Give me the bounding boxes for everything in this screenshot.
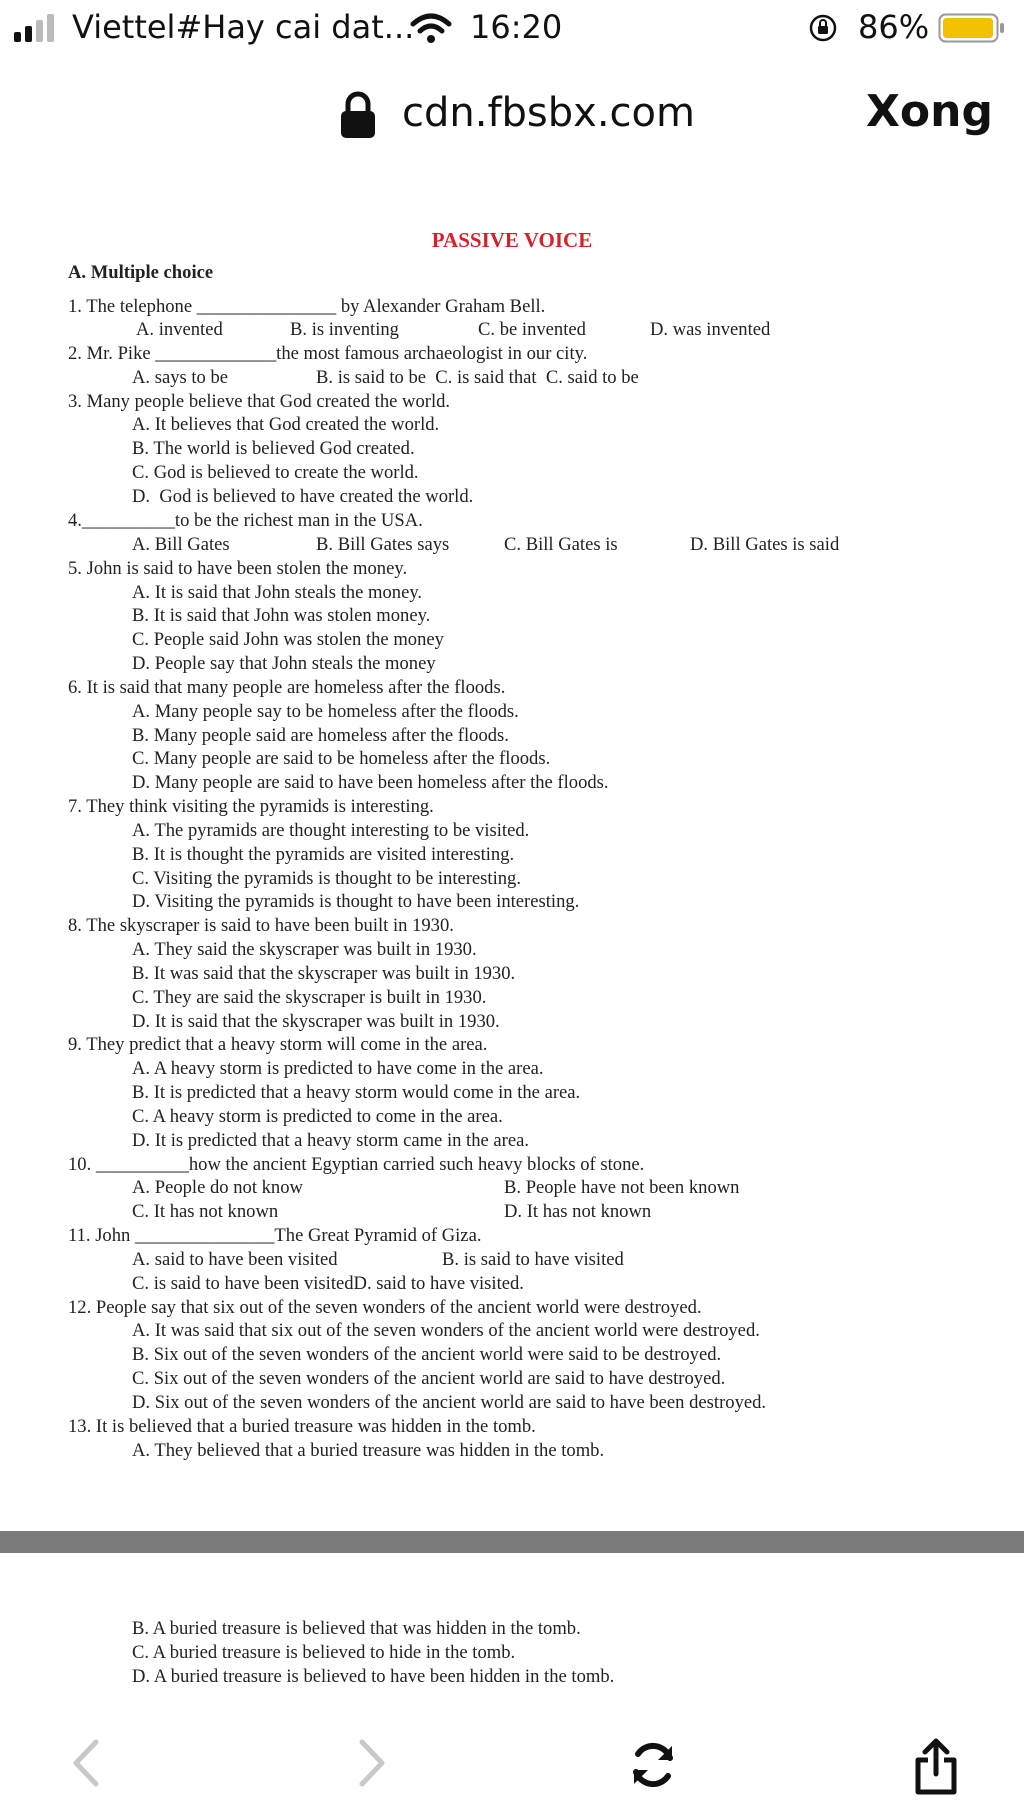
question-line: 13. It is believed that a buried treasure was hidden in the tomb. xyxy=(68,1416,536,1437)
option-line: A. They believed that a buried treasure was hidden in the tomb. xyxy=(132,1440,605,1461)
option-line: D. God is believed to have created the world. xyxy=(132,486,474,507)
question-line: 8. The skyscraper is said to have been built in 1930. xyxy=(68,915,454,936)
question-line: 4.__________to be the richest man in the USA. xyxy=(68,510,423,531)
option-line: B. is inventing xyxy=(290,319,399,340)
option-line: D. Visiting the pyramids is thought to have been interesting. xyxy=(132,891,580,912)
option-line: C. is said to have been visitedD. said to have visited. xyxy=(132,1273,524,1294)
option-line: A. It is said that John steals the money. xyxy=(132,582,423,603)
option-line: D. Many people are said to have been homeless after the floods. xyxy=(132,772,609,793)
question-line: 7. They think visiting the pyramids is interesting. xyxy=(68,796,434,817)
option-line: B. The world is believed God created. xyxy=(132,438,415,459)
option-line: B. is said to be C. is said that C. said to be xyxy=(316,367,639,388)
option-line: A. Many people say to be homeless after the floods. xyxy=(132,701,519,722)
reload-icon[interactable] xyxy=(626,1738,680,1792)
forward-icon[interactable] xyxy=(356,1738,390,1788)
option-line: D. Bill Gates is said xyxy=(690,534,840,555)
question-line: 5. John is said to have been stolen the money. xyxy=(68,558,408,579)
option-line: D. was invented xyxy=(650,319,771,340)
option-line: A. says to be xyxy=(132,367,229,388)
option-line: C. Six out of the seven wonders of the ancient world are said to have destroyed. xyxy=(132,1368,726,1389)
option-line: A. They said the skyscraper was built in 1930. xyxy=(132,939,477,960)
lock-icon xyxy=(338,90,378,140)
option-line: C. God is believed to create the world. xyxy=(132,462,419,483)
document-title: PASSIVE VOICE xyxy=(431,228,593,252)
option-line: B. It is said that John was stolen money. xyxy=(132,605,431,626)
battery-percent: 86% xyxy=(858,8,930,46)
option-line: B. A buried treasure is believed that was hidden in the tomb. xyxy=(132,1618,581,1639)
question-line: 12. People say that six out of the seven wonders of the ancient world were destroyed. xyxy=(68,1297,702,1318)
option-line: C. Bill Gates is xyxy=(504,534,618,555)
url-text[interactable]: cdn.fbsbx.com xyxy=(402,90,695,136)
option-line: B. Six out of the seven wonders of the ancient world were said to be destroyed. xyxy=(132,1344,722,1365)
question-line: 11. John _______________The Great Pyramid of Giza. xyxy=(68,1225,482,1246)
option-line: C. They are said the skyscraper is built in 1930. xyxy=(132,987,487,1008)
option-line: A. invented xyxy=(136,319,223,340)
question-line: 1. The telephone _______________ by Alexander Graham Bell. xyxy=(68,296,546,317)
option-line: B. Bill Gates says xyxy=(316,534,450,555)
share-icon[interactable] xyxy=(912,1738,960,1796)
battery-icon xyxy=(938,13,1006,43)
option-line: A. It was said that six out of the seven wonders of the ancient world were destroyed. xyxy=(132,1320,760,1341)
document-page xyxy=(0,200,1024,1500)
signal-icon xyxy=(14,14,58,44)
option-line: A. It believes that God created the world. xyxy=(132,414,440,435)
option-line: B. It is predicted that a heavy storm would come in the area. xyxy=(132,1082,581,1103)
status-bar xyxy=(0,0,1024,58)
option-line: C. be invented xyxy=(478,319,586,340)
option-line: B. It is thought the pyramids are visited interesting. xyxy=(132,844,515,865)
carrier-name: Viettel#Hay cai dat... xyxy=(72,8,415,46)
question-line: 9. They predict that a heavy storm will come in the area. xyxy=(68,1034,488,1055)
option-line: D. It has not known xyxy=(504,1201,652,1222)
address-bar xyxy=(0,60,1024,170)
wifi-icon xyxy=(410,12,452,44)
option-line: D. A buried treasure is believed to have been hidden in the tomb. xyxy=(132,1666,615,1687)
option-line: D. It is predicted that a heavy storm came in the area. xyxy=(132,1130,530,1151)
question-line: 10. __________how the ancient Egyptian carried such heavy blocks of stone. xyxy=(68,1154,645,1175)
option-line: A. A heavy storm is predicted to have come in the area. xyxy=(132,1058,544,1079)
section-heading: A. Multiple choice xyxy=(68,262,214,283)
option-line: B. People have not been known xyxy=(504,1177,740,1198)
rotation-lock-icon xyxy=(808,13,838,43)
option-line: C. It has not known xyxy=(132,1201,279,1222)
option-line: D. It is said that the skyscraper was built in 1930. xyxy=(132,1011,500,1032)
done-button[interactable]: Xong xyxy=(866,86,993,137)
option-line: C. Visiting the pyramids is thought to be interesting. xyxy=(132,868,521,889)
option-line: D. Six out of the seven wonders of the ancient world are said to have been destroyed. xyxy=(132,1392,767,1413)
question-line: 6. It is said that many people are homeless after the floods. xyxy=(68,677,506,698)
clock-time: 16:20 xyxy=(470,8,563,46)
option-line: D. People say that John steals the money xyxy=(132,653,436,674)
option-line: C. A heavy storm is predicted to come in the area. xyxy=(132,1106,503,1127)
option-line: C. People said John was stolen the money xyxy=(132,629,444,650)
option-line: C. Many people are said to be homeless after the floods. xyxy=(132,748,551,769)
option-line: B. Many people said are homeless after the floods. xyxy=(132,725,509,746)
option-line: A. People do not know xyxy=(132,1177,303,1198)
question-line: 3. Many people believe that God created the world. xyxy=(68,391,451,412)
document-page-2 xyxy=(0,1553,1024,1703)
option-line: A. said to have been visited xyxy=(132,1249,338,1270)
question-line: 2. Mr. Pike _____________the most famous archaeologist in our city. xyxy=(68,343,588,364)
page-divider xyxy=(0,1531,1024,1553)
bottom-toolbar xyxy=(0,1700,1024,1820)
option-line: C. A buried treasure is believed to hide in the tomb. xyxy=(132,1642,516,1663)
back-icon[interactable] xyxy=(68,1738,102,1788)
option-line: B. It was said that the skyscraper was built in 1930. xyxy=(132,963,516,984)
option-line: A. Bill Gates xyxy=(132,534,230,555)
option-line: A. The pyramids are thought interesting to be visited. xyxy=(132,820,530,841)
option-line: B. is said to have visited xyxy=(442,1249,624,1270)
